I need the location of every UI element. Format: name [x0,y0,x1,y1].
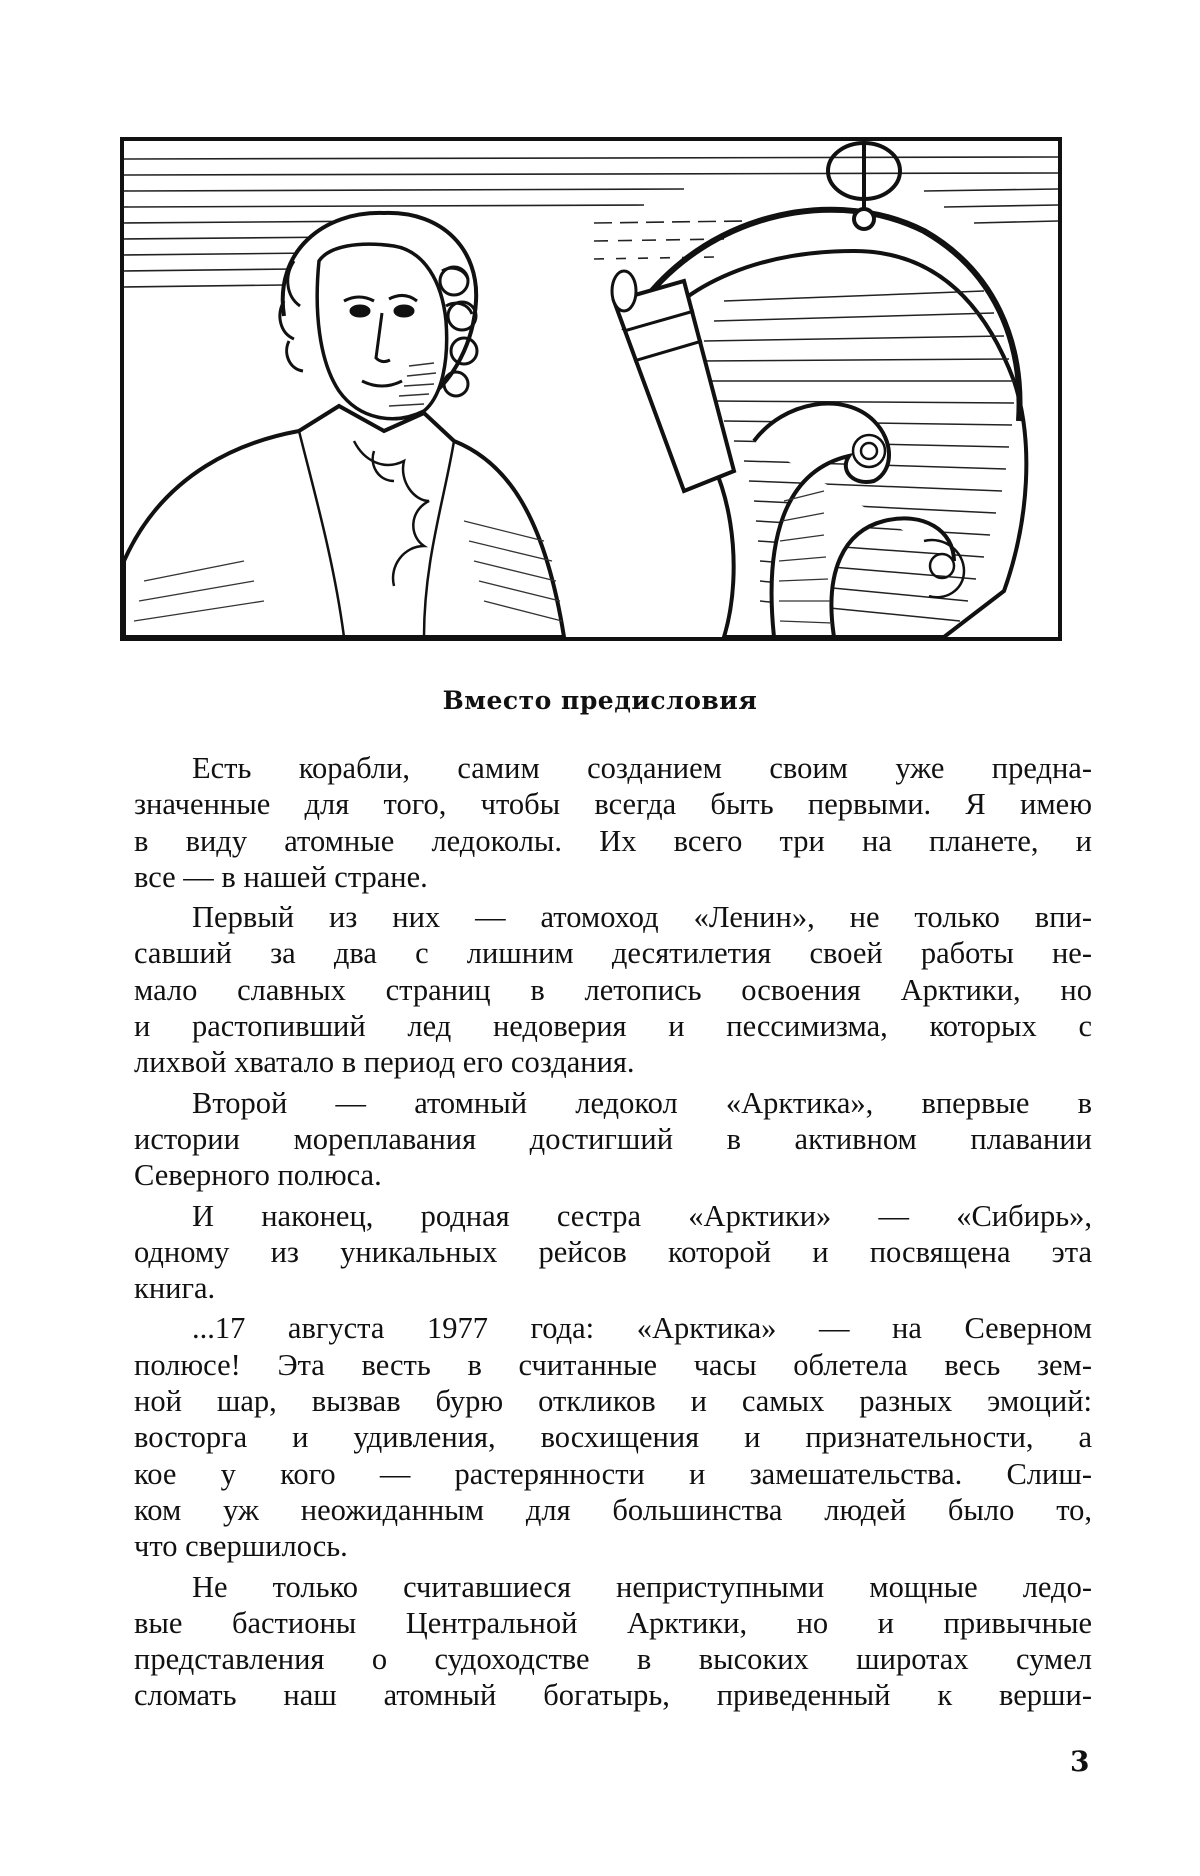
paragraph [134,1569,1092,1714]
text-line: мало славных страниц в летопись освоения Арктики, но [134,972,1092,1007]
page-number: 3 [1070,1745,1090,1778]
text-line: савший за два с лишним десятилетия своей работы не- [134,936,1092,971]
text-line: и растопивший лед недоверия и пессимизма, которых с [134,1009,1092,1044]
portrait-engraving-illustration [120,137,1062,641]
text-line: вые бастионы Центральной Арктики, но и привычные [134,1605,1092,1640]
text-line: представления о судоходстве в высоких широтах сумел [134,1642,1092,1677]
text-line: сломать наш атомный богатырь, приведенный к верши- [134,1678,1092,1713]
paragraph [134,1085,1092,1194]
paragraph [134,1198,1092,1307]
paragraph [134,1310,1092,1564]
paragraph [134,899,1092,1080]
body-text [134,750,1092,1718]
text-line: Не только считавшиеся неприступными мощные ледо- [192,1569,1092,1604]
text-line: полюсе! Эта весть в считанные часы облетела весь зем- [134,1347,1092,1382]
text-line: кое у кого — растерянности и замешательства. Слиш- [134,1456,1092,1491]
text-line: Второй — атомный ледокол «Арктика», впервые в [192,1085,1092,1120]
text-line: ком уж неожиданным для большинства людей было то, [134,1492,1092,1527]
text-line: в виду атомные ледоколы. Их всего три на планете, и [134,823,1092,858]
text-line: Первый из них — атомоход «Ленин», не только впи- [192,900,1092,935]
text-line: книга. [134,1271,216,1306]
text-line: все — в нашей стране. [134,859,428,894]
text-line: Северного полюса. [134,1158,382,1193]
text-line: лихвой хватало в период его создания. [134,1045,635,1080]
text-line: Есть корабли, самим созданием своим уже предна- [192,751,1092,785]
text-line: истории мореплавания достигший в активном плавании [134,1121,1092,1156]
text-line: восторга и удивления, восхищения и признательности, а [134,1420,1092,1455]
text-line: значенные для того, чтобы всегда быть первыми. Я имею [134,787,1092,822]
paragraph [134,750,1092,895]
text-line: И наконец, родная сестра «Арктики» — «Сибирь», [192,1198,1092,1233]
text-line: что свершилось. [134,1529,348,1564]
text-line: ...17 августа 1977 года: «Арктика» — на Северном [192,1311,1092,1346]
text-line: одному из уникальных рейсов которой и посвящена эта [134,1234,1092,1269]
text-line: ной шар, вызвав бурю откликов и самых разных эмоций: [134,1384,1092,1419]
section-heading: Вместо предисловия [442,686,758,715]
